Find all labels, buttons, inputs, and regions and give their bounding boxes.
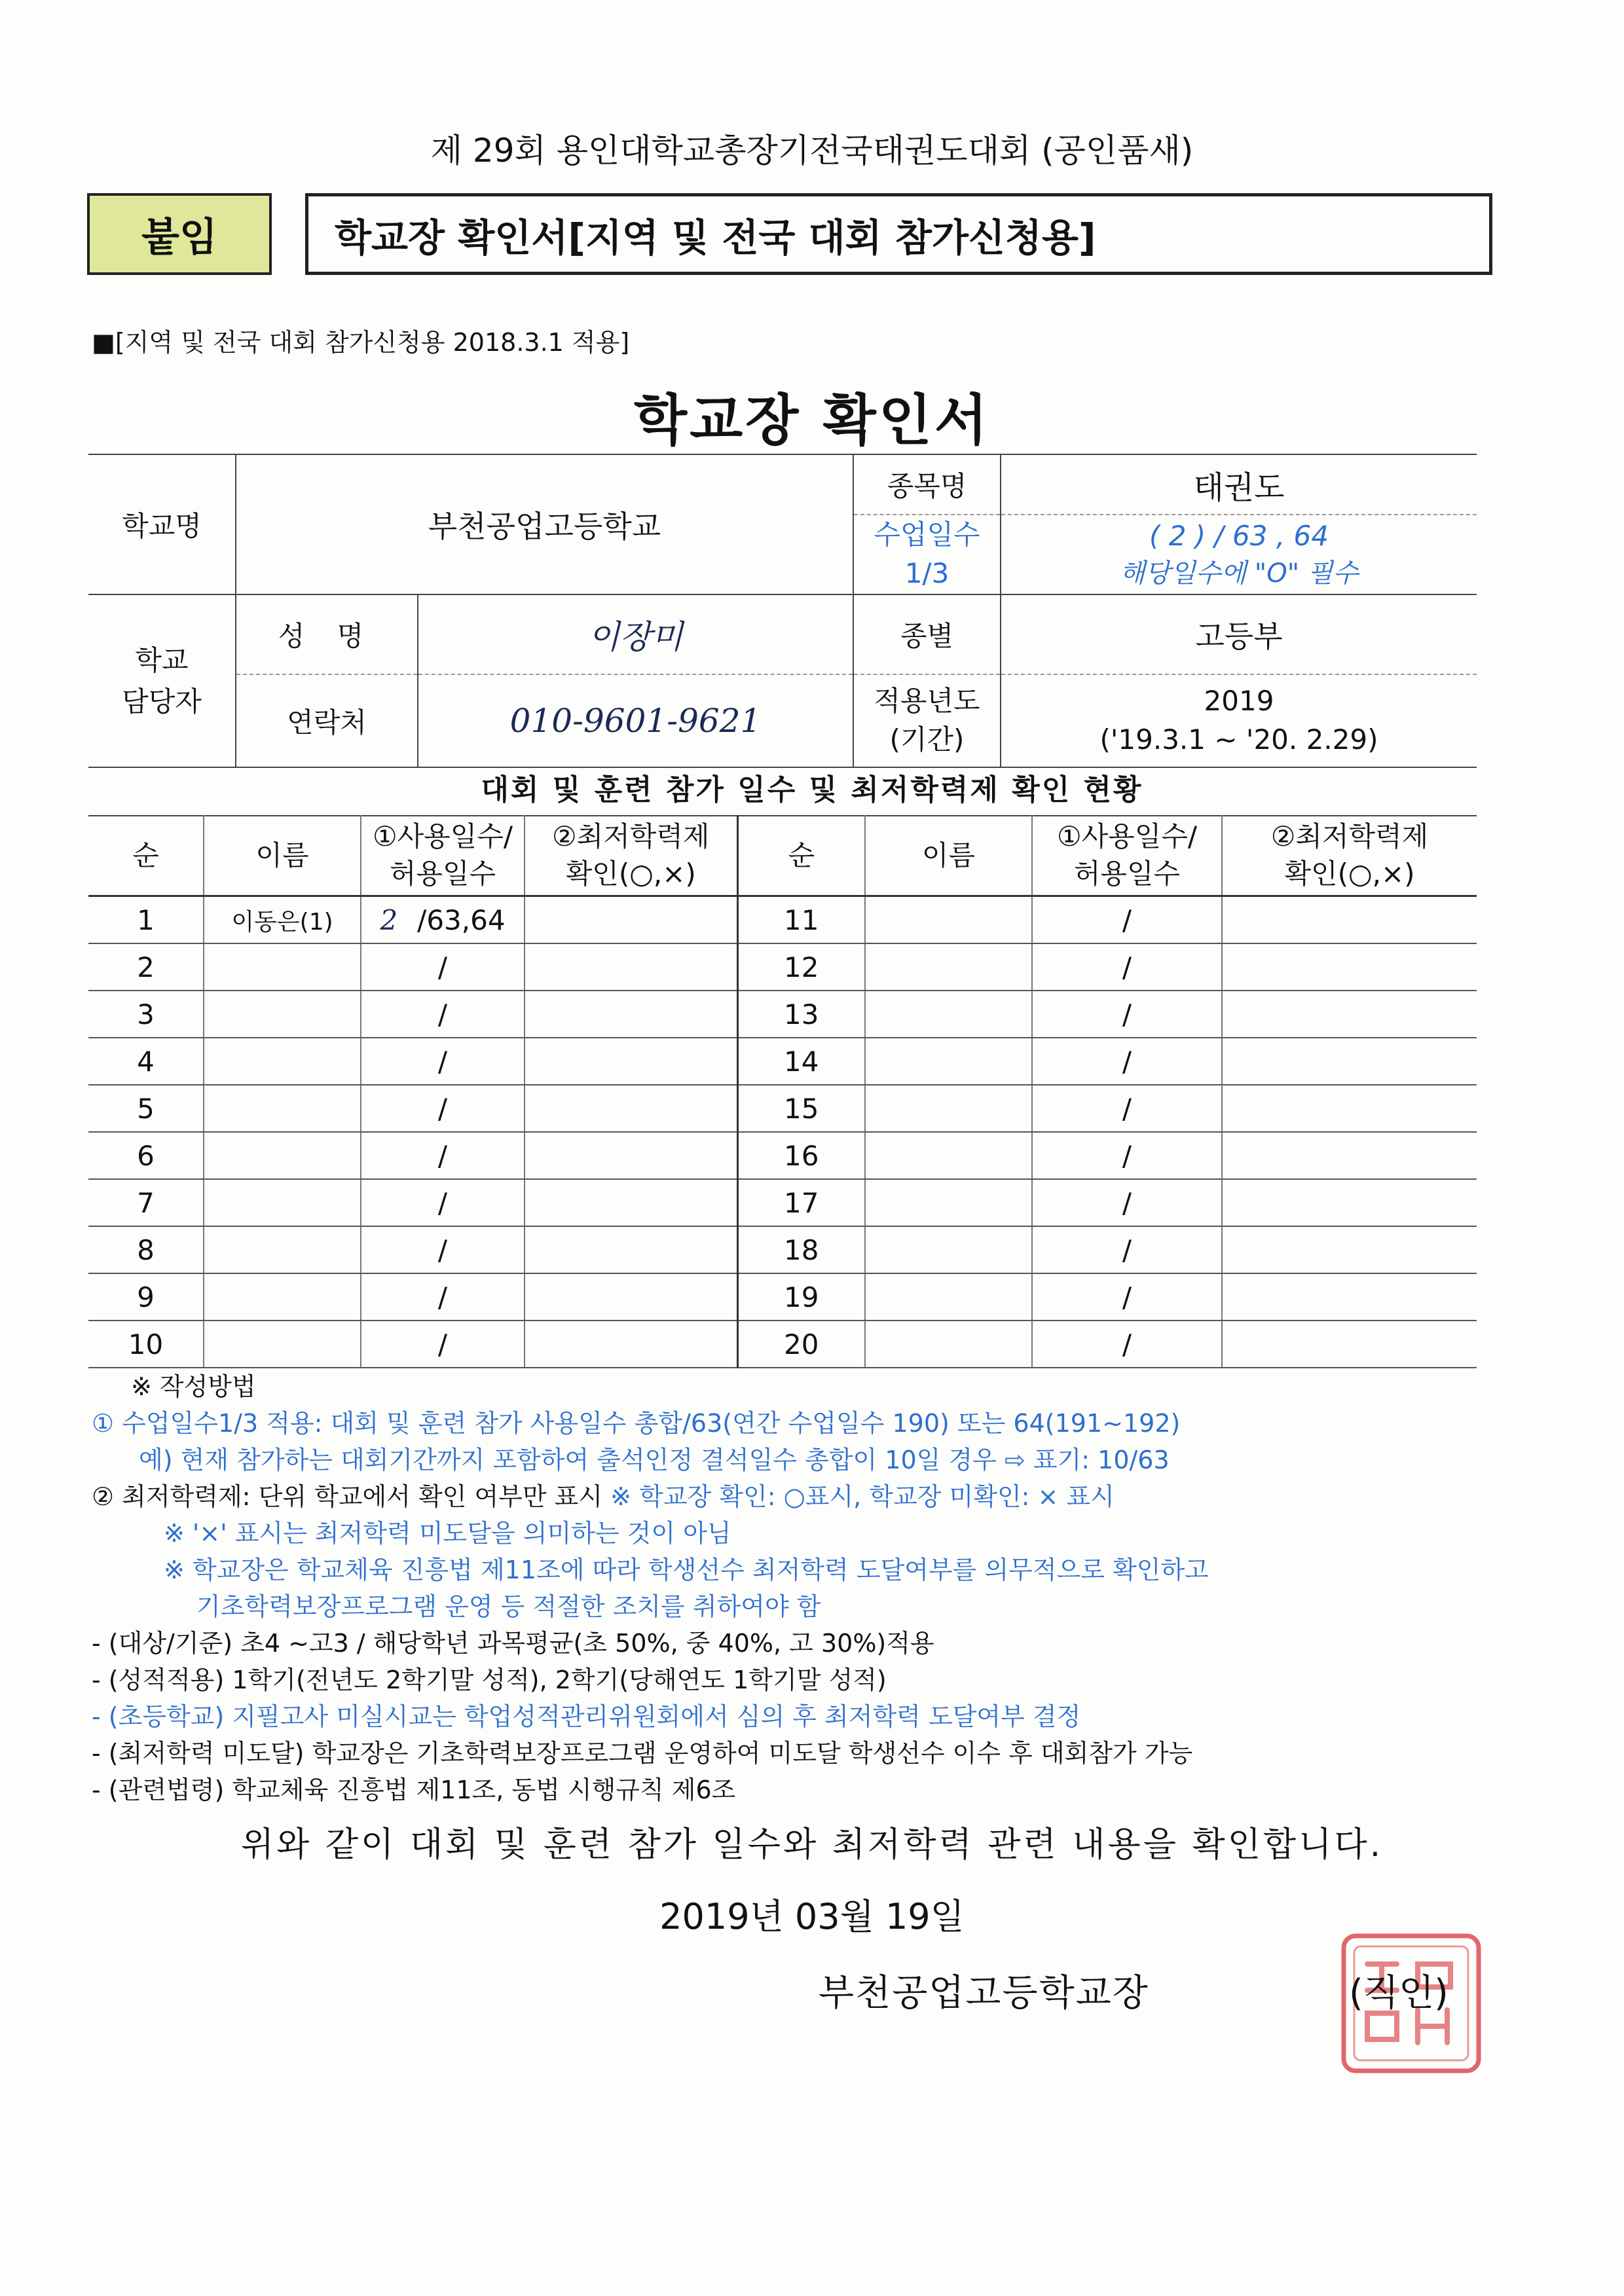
- year-period: ('19.3.1 ~ '20. 2.29): [1099, 723, 1378, 756]
- row-no: 3: [88, 991, 204, 1038]
- school-info-table: [88, 454, 1477, 768]
- sport-label: 종목명: [853, 454, 1001, 515]
- instruction-note-program: 기초학력보장프로그램 운영 등 적절한 조치를 취하여야 함: [196, 1592, 821, 1621]
- participation-table: [88, 815, 1477, 1368]
- row-days: [361, 896, 525, 944]
- staff-label-line2: 담당자: [122, 685, 202, 718]
- header-days-left: [361, 816, 525, 896]
- table-row: [88, 1226, 1477, 1273]
- year-label-line1: 적용년도: [874, 685, 980, 718]
- document-heading: 학교장 확인서[지역 및 전국 대회 참가신청용]: [305, 193, 1492, 275]
- row-check: [525, 991, 737, 1038]
- year-value: 2019: [1204, 685, 1274, 718]
- header-no-right: 순: [737, 816, 865, 896]
- row-name: [204, 1321, 361, 1368]
- row-check: [1222, 1085, 1477, 1132]
- year-value-cell: [1001, 674, 1477, 767]
- row-name: [204, 1038, 361, 1085]
- row-days-allowed: /63,64: [417, 903, 506, 936]
- row-days: /: [1032, 1226, 1222, 1273]
- table-row: [88, 1321, 1477, 1368]
- instruction-example: 예) 현재 참가하는 대회기간까지 포함하여 출석인정 결석일수 총합이 10일 경우 ⇨ 표기: 10/63: [139, 1446, 1170, 1474]
- instruction-unmet: - (최저학력 미도달) 학교장은 기초학력보장프로그램 운영하여 미도달 학생선수 이수 후 대회참가 가능: [92, 1739, 1193, 1768]
- instructions-title: ※ 작성방법: [131, 1372, 256, 1401]
- row-name: [204, 1085, 361, 1132]
- row-name: [865, 1038, 1032, 1085]
- row-days: /: [361, 1226, 525, 1273]
- header-days-left-line2: 허용일수: [389, 858, 496, 890]
- row-name: [204, 943, 361, 991]
- instruction-2: [92, 1478, 1506, 1515]
- class-days-label-line1: 수업일수: [874, 519, 980, 551]
- staff-name: 이장미: [418, 594, 853, 674]
- row-name: [865, 1179, 1032, 1226]
- instruction-2-main: ② 최저학력제: 단위 학교에서 확인 여부만 표시: [92, 1482, 611, 1511]
- row-check: [1222, 896, 1477, 944]
- header-no-left: 순: [88, 816, 204, 896]
- row-no: 2: [88, 943, 204, 991]
- header-name-right: 이름: [865, 816, 1032, 896]
- division-value: 고등부: [1195, 619, 1283, 654]
- row-days: /: [1032, 943, 1222, 991]
- table-row: [88, 1085, 1477, 1132]
- row-no: 20: [737, 1321, 865, 1368]
- row-check: [525, 1321, 737, 1368]
- row-name: [865, 991, 1032, 1038]
- row-no: 11: [737, 896, 865, 944]
- row-check: [525, 896, 737, 944]
- attachment-badge: 붙임: [87, 193, 272, 275]
- row-check: [525, 1132, 737, 1179]
- row-check: [1222, 1226, 1477, 1273]
- contact-label: 연락처: [236, 674, 418, 767]
- row-days: /: [361, 1321, 525, 1368]
- instructions: [92, 1368, 1506, 1808]
- table-row: [88, 1179, 1477, 1226]
- row-no: 16: [737, 1132, 865, 1179]
- row-name: [204, 1179, 361, 1226]
- row-check: [1222, 1132, 1477, 1179]
- row-check: [1222, 1038, 1477, 1085]
- row-days: /: [1032, 1273, 1222, 1321]
- sport-value: 태권도: [1001, 454, 1477, 515]
- header-days-right-line1: ①사용일수/: [1056, 820, 1198, 853]
- row-days: /: [1032, 1321, 1222, 1368]
- row-days: /: [1032, 1038, 1222, 1085]
- table-row: [88, 1132, 1477, 1179]
- row-days-used: 2: [380, 903, 398, 936]
- class-days-value: ( 2 ) / 63 , 64: [1149, 519, 1329, 552]
- instruction-target: - (대상/기준) 초4 ~고3 / 해당학년 과목평균(초 50%, 중 40%, 고 30%)적용: [92, 1629, 934, 1658]
- staff-label-line1: 학교: [135, 644, 189, 676]
- year-label-line2: (기간): [889, 723, 965, 756]
- row-no: 5: [88, 1085, 204, 1132]
- confirm-date: 2019년 03월 19일: [659, 1896, 965, 1937]
- row-days: /: [361, 1273, 525, 1321]
- confirm-statement: 위와 같이 대회 및 훈련 참가 일수와 최저학력 관련 내용을 확인합니다.: [240, 1825, 1384, 1865]
- row-name: [204, 1226, 361, 1273]
- contact-value: 010-9601-9621: [418, 674, 853, 767]
- row-name: [865, 943, 1032, 991]
- row-check: [1222, 943, 1477, 991]
- row-no: 10: [88, 1321, 204, 1368]
- row-days: /: [361, 1038, 525, 1085]
- division-label: 종별: [853, 594, 1001, 674]
- table-row: [88, 943, 1477, 991]
- row-check: [525, 1273, 737, 1321]
- row-days: /: [361, 991, 525, 1038]
- year-label: [853, 674, 1001, 767]
- row-name: [865, 1085, 1032, 1132]
- table-row: [88, 1273, 1477, 1321]
- participation-section-title: 대회 및 훈련 참가 일수 및 최저학력제 확인 현황: [481, 773, 1143, 807]
- header-check-right-line1: ②최저학력제: [1270, 820, 1429, 853]
- row-name: [865, 1273, 1032, 1321]
- table-row: [88, 991, 1477, 1038]
- table-row: [88, 1038, 1477, 1085]
- row-check: [1222, 1321, 1477, 1368]
- header-days-right-line2: 허용일수: [1073, 858, 1181, 890]
- event-title: 제 29회 용인대학교총장기전국태권도대회 (공인품새): [430, 132, 1194, 170]
- row-check: [525, 1085, 737, 1132]
- row-days: /: [1032, 1132, 1222, 1179]
- main-title: 학교장 확인서: [633, 388, 991, 452]
- instruction-elementary: - (초등학교) 지필고사 미실시교는 학업성적관리위원회에서 심의 후 최저학력 도달여부 결정: [92, 1702, 1081, 1731]
- row-name: [204, 1132, 361, 1179]
- row-check: [1222, 1179, 1477, 1226]
- row-name: [865, 896, 1032, 944]
- row-days: /: [361, 943, 525, 991]
- instruction-law: - (관련법령) 학교체육 진흥법 제11조, 동법 시행규칙 제6조: [92, 1776, 736, 1804]
- header-days-left-line1: ①사용일수/: [372, 820, 513, 853]
- row-no: 1: [88, 896, 204, 944]
- instruction-1: ① 수업일수1/3 적용: 대회 및 훈련 참가 사용일수 총합/63(연간 수업일수 190) 또는 64(191~192): [92, 1409, 1181, 1438]
- row-days: /: [1032, 896, 1222, 944]
- row-name: [204, 1273, 361, 1321]
- row-check: [525, 1179, 737, 1226]
- seal-note: (직인): [1349, 1972, 1449, 2014]
- row-name: [865, 1321, 1032, 1368]
- header-days-right: [1032, 816, 1222, 896]
- row-no: 6: [88, 1132, 204, 1179]
- row-name: [865, 1226, 1032, 1273]
- row-check: [525, 943, 737, 991]
- row-days: /: [361, 1132, 525, 1179]
- row-check: [525, 1038, 737, 1085]
- row-days: /: [361, 1179, 525, 1226]
- row-name: [865, 1132, 1032, 1179]
- class-days-value-cell: [1001, 515, 1477, 594]
- header-check-left-line1: ②최저학력제: [551, 820, 710, 853]
- row-days: /: [1032, 991, 1222, 1038]
- school-label: 학교명: [88, 454, 236, 594]
- table-row: [88, 896, 1477, 944]
- row-no: 17: [737, 1179, 865, 1226]
- class-days-note: 해당일수에 "O" 필수: [1119, 558, 1359, 589]
- row-no: 13: [737, 991, 865, 1038]
- row-no: 14: [737, 1038, 865, 1085]
- staff-label: [88, 594, 236, 767]
- header-check-left: [525, 816, 737, 896]
- row-days: /: [1032, 1179, 1222, 1226]
- row-no: 18: [737, 1226, 865, 1273]
- row-no: 12: [737, 943, 865, 991]
- instruction-grades: - (성적적용) 1학기(전년도 2학기말 성적), 2학기(당해연도 1학기말 성적): [92, 1666, 887, 1694]
- row-no: 4: [88, 1038, 204, 1085]
- header-name-left: 이름: [204, 816, 361, 896]
- instruction-note-principal: ※ 학교장은 학교체육 진흥법 제11조에 따라 학생선수 최저학력 도달여부를 의무적으로 확인하고: [164, 1556, 1209, 1584]
- row-name: [204, 991, 361, 1038]
- instruction-note-x: ※ '×' 표시는 최저학력 미도달을 의미하는 것이 아님: [164, 1519, 731, 1548]
- row-days: /: [361, 1085, 525, 1132]
- principal-name: 부천공업고등학교장: [819, 1972, 1149, 2014]
- row-no: 15: [737, 1085, 865, 1132]
- class-days-label: [853, 515, 1001, 594]
- header-check-left-line2: 확인(○,×): [565, 858, 696, 890]
- row-name: 이동은(1): [204, 896, 361, 944]
- row-no: 7: [88, 1179, 204, 1226]
- row-no: 9: [88, 1273, 204, 1321]
- school-name: 부천공업고등학교: [236, 454, 853, 594]
- class-days-label-line2: 1/3: [904, 557, 950, 589]
- row-check: [525, 1226, 737, 1273]
- header-check-right: [1222, 816, 1477, 896]
- applied-note: ■[지역 및 전국 대회 참가신청용 2018.3.1 적용]: [92, 328, 630, 357]
- row-no: 19: [737, 1273, 865, 1321]
- row-check: [1222, 991, 1477, 1038]
- row-days: /: [1032, 1085, 1222, 1132]
- name-label: 성 명: [236, 594, 418, 674]
- header-check-right-line2: 확인(○,×): [1284, 858, 1415, 890]
- row-check: [1222, 1273, 1477, 1321]
- instruction-2-marking: ※ 학교장 확인: ○표시, 학교장 미확인: × 표시: [610, 1482, 1115, 1511]
- row-no: 8: [88, 1226, 204, 1273]
